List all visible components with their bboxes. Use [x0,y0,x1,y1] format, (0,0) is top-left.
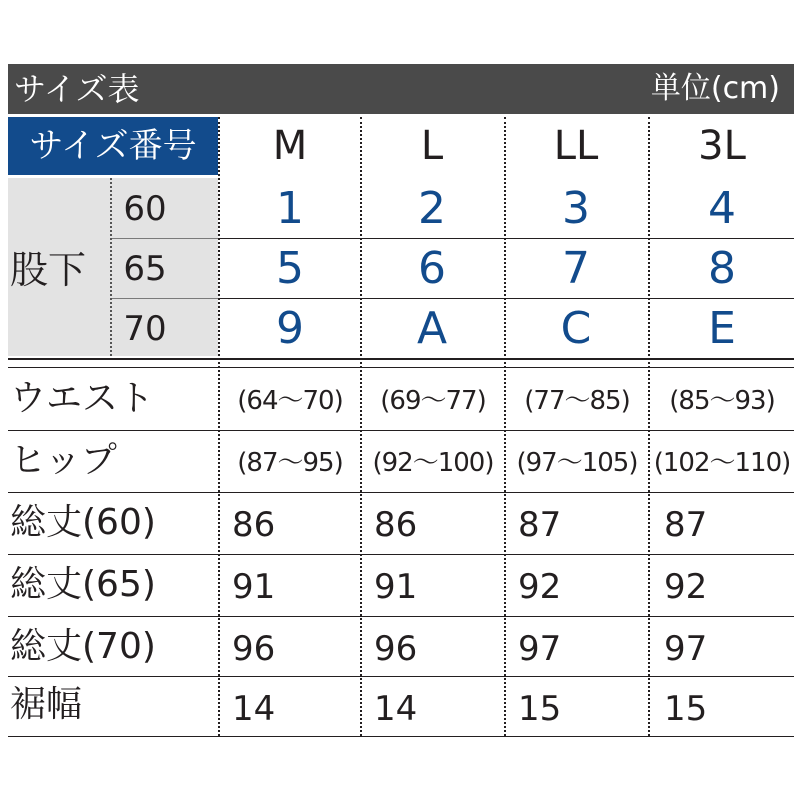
measurement-value: (102〜110) [653,448,791,478]
measurement-value: 87 [664,505,708,545]
size-label-3l: 3L [698,123,746,169]
measurement-value: 92 [518,567,562,607]
measurement-value: 14 [374,689,418,729]
measurement-value: 97 [664,629,708,669]
measurement-value: (69〜77) [380,386,486,416]
size-number-header: サイズ番号 [29,126,197,166]
row-label-length-65: 総丈(65) [10,564,156,605]
row-label-hem-width: 裾幅 [10,684,83,725]
size-code: C [560,303,592,354]
size-code: 5 [276,243,304,294]
row-label-length-60: 総丈(60) [10,502,156,543]
size-code: E [708,303,736,354]
size-label-l: L [420,123,444,169]
table-bottom-border [8,736,794,737]
row-label-waist: ウエスト [10,378,155,419]
measurement-value: 86 [374,505,418,545]
section-divider [8,358,794,360]
size-code: 8 [708,243,736,294]
chart-title: サイズ表 [14,70,140,108]
size-code: 1 [276,183,304,234]
measurement-value: (87〜95) [237,448,343,478]
section-divider [8,367,794,368]
column-divider [504,117,506,736]
inseam-divider [110,298,218,299]
measurement-value: (97〜105) [516,448,638,478]
size-code: 4 [708,183,736,234]
measurement-value: 86 [232,505,276,545]
unit-label: 単位(cm) [650,71,780,106]
measurement-value: (77〜85) [524,386,630,416]
row-divider [8,676,794,677]
measurement-value: 14 [232,689,276,729]
row-divider [8,616,794,617]
size-label-ll: LL [553,123,599,169]
measurement-value: 87 [518,505,562,545]
measurement-value: 91 [232,567,276,607]
row-divider [218,298,794,299]
inseam-column-divider [110,178,112,356]
row-divider [218,238,794,239]
measurement-value: 91 [374,567,418,607]
measurement-value: 96 [374,629,418,669]
measurement-value: 15 [518,689,562,729]
column-divider [218,117,220,736]
inseam-label: 股下 [10,248,87,292]
row-divider [8,554,794,555]
row-label-length-70: 総丈(70) [10,626,156,667]
inseam-length: 70 [123,309,167,349]
column-divider [360,117,362,736]
size-label-m: M [272,123,308,169]
size-code: 9 [276,303,304,354]
size-code: 2 [418,183,446,234]
inseam-length: 60 [123,189,167,229]
column-divider [648,117,650,736]
inseam-length: 65 [123,249,167,289]
row-divider [8,492,794,493]
row-divider [8,430,794,431]
measurement-value: (64〜70) [237,386,343,416]
row-label-hip: ヒップ [10,440,117,481]
measurement-value: (85〜93) [669,386,775,416]
size-code: 7 [562,243,590,294]
size-code: A [416,303,448,354]
size-code: 3 [562,183,590,234]
measurement-value: 96 [232,629,276,669]
inseam-divider [110,238,218,239]
measurement-value: 92 [664,567,708,607]
measurement-value: (92〜100) [372,448,494,478]
size-code: 6 [418,243,446,294]
measurement-value: 15 [664,689,708,729]
measurement-value: 97 [518,629,562,669]
